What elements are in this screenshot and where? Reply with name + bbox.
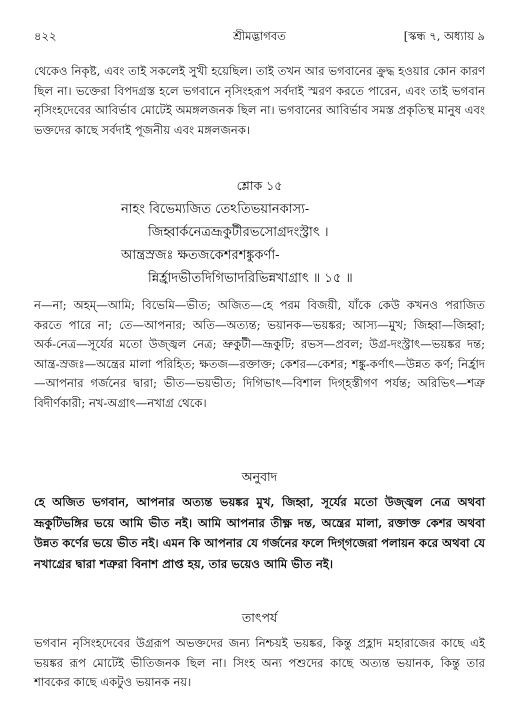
- translation-heading: অনুবাদ: [241, 469, 278, 484]
- running-title: শ্রীমদ্ভাগবত: [233, 29, 286, 43]
- purport-text: ভগবান নৃসিংহদেবের উগ্ররূপ অভক্তদের জন্য নিশ্চয়ই ভয়ঙ্কর, কিন্তু প্রহ্লাদ মহারাজের কাছে এই ভয়ঙ্কর রূপ মোটেই ভীতিজনক ছিল না। সিংহ অন্য পশুদের কাছে অত্যন্ত ভয়ানক, কিন্তু তার শাবকের কাছে একটুও ভয়ানক নয়।: [34, 636, 485, 690]
- verse-heading: শ্লোক ১৫: [236, 178, 283, 193]
- chapter-reference: [স্কন্ধ ৭, অধ্যায় ৯: [403, 29, 485, 43]
- word-meanings: ন—না; অহম্—আমি; বিভেমি—ভীত; অজিত—হে পরম বিজয়ী, যাঁকে কেউ কখনও পরাজিত করতে পারে না; তে—আপনার; অতি—অত্যন্ত; ভয়ানক—ভয়ঙ্কর; আস্য—মুখ; জিহ্বা—জিহ্বা; অর্ক-নেত্র—সূর্যের মতো উজ্জ্বল নেত্র; ভ্রুকুটী—ভ্রূকুটি; রভস—প্রবল; উগ্র-দংস্ট্রাৎ—ভয়ঙ্কর দন্ত; আন্ত্র-স্রজঃ—অন্ত্রের মালা পরিহিত; ক্ষতজ—রক্তাক্ত; কেশর—কেশর; শঙ্কু-কর্ণাৎ—উন্নত কর্ণ; নির্হ্রাদ—আপনার গর্জনের দ্বারা; ভীত—ভয়ভীত; দিগিভাৎ—বিশাল দিগ্‌হস্তীগণ পর্যন্ত; অরিভিৎ—শত্রু বিদীর্ণকারী; নখ-অগ্রাৎ—নখাগ্র থেকে।: [34, 298, 485, 410]
- verse-line: ন্নির্হ্রাদভীতদিগিভাদরিভিন্নখাগ্রাৎ ॥ ১৫ ॥: [148, 271, 353, 286]
- intro-paragraph: থেকেও নিকৃষ্ট, এবং তাই সকলেই সুখী হয়েছিল। তাই তখন আর ভগবানের ক্রুদ্ধ হওয়ার কোন কারণ ছিল না। ভক্তেরা বিপদগ্রস্ত হলে ভগবানে নৃসিংহরূপ সর্বদাই স্মরণ করতে পারেন, এবং তাই ভগবান নৃসিংহদেবের আবির্ভাব মোটেই অমঙ্গলজনক ছিল না। ভগবানের আবির্ভাব সমস্ত প্রকৃতিস্থ মানুষ এবং ভক্তদের কাছে সর্বদাই পূজনীয় এবং মঙ্গলজনক।: [34, 64, 485, 137]
- verse-text: [0, 198, 519, 290]
- translation-text: হে অজিত ভগবান, আপনার অত্যন্ত ভয়ঙ্কর মুখ, জিহ্বা, সূর্যের মতো উজ্জ্বল নেত্র অথবা ভ্রূকুটিভঙ্গির ভয়ে আমি ভীত নই। আমি আপনার তীক্ষ্ণ দন্ত, অন্ত্রের মালা, রক্তাক্ত কেশর অথবা উন্নত কর্ণের ভয়ে ভীত নই। এমন কি আপনার যে গর্জনের ফলে দিগ্‌গজেরা পলায়ন করে অথবা যে নখাগ্রের দ্বারা শত্রুরা বিনাশ প্রাপ্ত হয়, তার ভয়েও আমি ভীত নই।: [34, 495, 485, 571]
- page-header: [34, 28, 485, 46]
- verse-line: আন্ত্রস্রজঃ ক্ষতজকেশরশঙ্কুকর্ণা-: [121, 248, 280, 263]
- purport-heading: তাৎপর্য: [241, 610, 278, 625]
- verse-line: জিহ্বার্কনেত্রভ্রূকুটীরভসোগ্রদংস্ট্রাৎ ।: [148, 225, 329, 240]
- verse-line: নাহং বিভেম্যজিত তেঽতিভয়ানকাস্য-: [121, 202, 310, 217]
- page-number: ৪২২: [34, 29, 57, 43]
